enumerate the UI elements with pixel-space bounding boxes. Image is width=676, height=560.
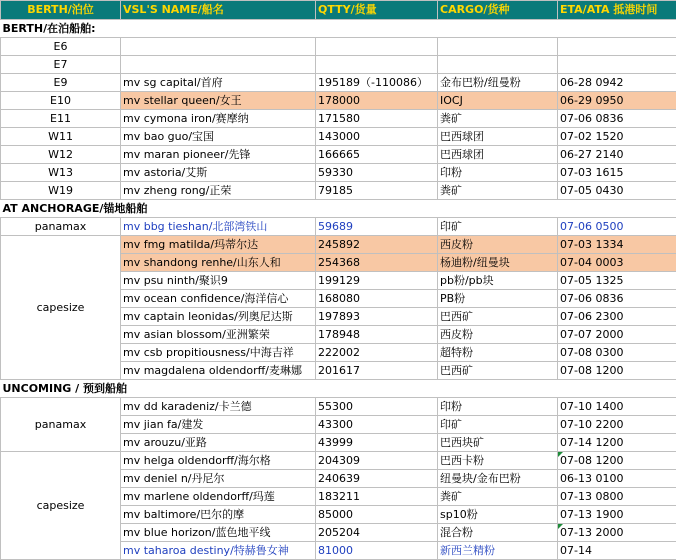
qtty-cell: 43300 — [316, 416, 438, 434]
vessel-cell: mv dd karadeniz/卡兰德 — [121, 398, 316, 416]
cargo-cell: 金布巴粉/纽曼粉 — [438, 74, 558, 92]
vessel-cell: mv marlene oldendorff/玛莲 — [121, 488, 316, 506]
header-cargo: CARGO/货种 — [438, 1, 558, 20]
vessel-cell: mv asian blossom/亚洲繁荣 — [121, 326, 316, 344]
qtty-cell: 199129 — [316, 272, 438, 290]
vessel-cell: mv sg capital/首府 — [121, 74, 316, 92]
vessel-cell: mv shandong renhe/山东人和 — [121, 254, 316, 272]
cargo-cell: 巴西矿 — [438, 308, 558, 326]
table-row — [1, 56, 676, 74]
table-row — [1, 452, 676, 470]
vessel-cell: mv cymona iron/赛摩纳 — [121, 110, 316, 128]
cargo-cell: 粪矿 — [438, 182, 558, 200]
qtty-cell: 59689 — [316, 218, 438, 236]
qtty-cell — [316, 38, 438, 56]
group-label-panamax: panamax — [1, 218, 121, 236]
table-row — [1, 74, 676, 92]
qtty-cell: 195189（-110086） — [316, 74, 438, 92]
cargo-cell: pb粉/pb块 — [438, 272, 558, 290]
section-title-anchorage: AT ANCHORAGE/锚地船舶 — [1, 200, 676, 218]
cargo-cell: 印矿 — [438, 218, 558, 236]
section-title-berth: BERTH/在泊船舶: — [1, 20, 676, 38]
qtty-cell: 168080 — [316, 290, 438, 308]
qtty-cell: 55300 — [316, 398, 438, 416]
vessel-cell: mv bbg tieshan/北部湾铁山 — [121, 218, 316, 236]
section-title-incoming: UNCOMING / 预到船舶 — [1, 380, 676, 398]
vessel-cell: mv captain leonidas/列奥尼达斯 — [121, 308, 316, 326]
berth-cell: W19 — [1, 182, 121, 200]
table-row — [1, 164, 676, 182]
cargo-cell: 粪矿 — [438, 110, 558, 128]
eta-cell: 07-13 0800 — [558, 488, 676, 506]
vessel-cell: mv baltimore/巴尔的摩 — [121, 506, 316, 524]
section-anchorage — [1, 200, 676, 218]
cargo-cell: 新西兰精粉 — [438, 542, 558, 560]
qtty-cell: 240639 — [316, 470, 438, 488]
cargo-cell: PB粉 — [438, 290, 558, 308]
cargo-cell: 印粉 — [438, 164, 558, 182]
cargo-cell: 印矿 — [438, 416, 558, 434]
vessel-cell: mv ocean confidence/海洋信心 — [121, 290, 316, 308]
berth-cell: W12 — [1, 146, 121, 164]
cargo-cell: sp10粉 — [438, 506, 558, 524]
table-row — [1, 182, 676, 200]
cargo-cell — [438, 56, 558, 74]
vessel-cell: mv arouzu/亚路 — [121, 434, 316, 452]
qtty-cell: 79185 — [316, 182, 438, 200]
header-qtty: QTTY/货量 — [316, 1, 438, 20]
eta-cell: 07-13 2000 — [558, 524, 676, 542]
section-incoming — [1, 380, 676, 398]
eta-cell: 07-05 0430 — [558, 182, 676, 200]
eta-cell: 07-03 1334 — [558, 236, 676, 254]
cargo-cell: 混合粉 — [438, 524, 558, 542]
eta-cell: 06-27 2140 — [558, 146, 676, 164]
qtty-cell: 205204 — [316, 524, 438, 542]
qtty-cell: 85000 — [316, 506, 438, 524]
table-row — [1, 128, 676, 146]
eta-cell: 07-14 — [558, 542, 676, 560]
eta-cell: 07-06 0836 — [558, 110, 676, 128]
qtty-cell: 43999 — [316, 434, 438, 452]
berth-cell: E6 — [1, 38, 121, 56]
eta-cell: 07-08 1200 — [558, 362, 676, 380]
qtty-cell: 183211 — [316, 488, 438, 506]
qtty-cell: 222002 — [316, 344, 438, 362]
cargo-cell: 印粉 — [438, 398, 558, 416]
cargo-cell: IOCJ — [438, 92, 558, 110]
vessel-cell: mv jian fa/建发 — [121, 416, 316, 434]
eta-cell — [558, 38, 676, 56]
qtty-cell: 204309 — [316, 452, 438, 470]
eta-cell: 07-07 2000 — [558, 326, 676, 344]
eta-cell: 07-06 0500 — [558, 218, 676, 236]
vessel-cell: mv psu ninth/聚识9 — [121, 272, 316, 290]
group-label-panamax: panamax — [1, 398, 121, 452]
eta-cell: 07-06 0836 — [558, 290, 676, 308]
table-row-highlighted — [1, 92, 676, 110]
berth-cell: E10 — [1, 92, 121, 110]
qtty-cell: 81000 — [316, 542, 438, 560]
qtty-cell: 197893 — [316, 308, 438, 326]
cargo-cell: 巴西球团 — [438, 128, 558, 146]
eta-cell: 07-08 1200 — [558, 452, 676, 470]
vessel-cell: mv csb propitiousness/中海吉祥 — [121, 344, 316, 362]
vessel-cell: mv magdalena oldendorff/麦琳娜 — [121, 362, 316, 380]
cargo-cell: 粪矿 — [438, 488, 558, 506]
berth-cell: E11 — [1, 110, 121, 128]
eta-cell: 07-05 1325 — [558, 272, 676, 290]
header-row — [1, 1, 676, 20]
qtty-cell: 166665 — [316, 146, 438, 164]
table-row-highlighted — [1, 236, 676, 254]
eta-cell: 07-04 0003 — [558, 254, 676, 272]
cargo-cell: 巴西块矿 — [438, 434, 558, 452]
eta-cell: 06-28 0942 — [558, 74, 676, 92]
section-berth — [1, 20, 676, 38]
table-row — [1, 146, 676, 164]
vessel-cell: mv maran pioneer/先锋 — [121, 146, 316, 164]
group-label-capesize: capesize — [1, 236, 121, 380]
vessel-cell — [121, 38, 316, 56]
cargo-cell: 巴西球团 — [438, 146, 558, 164]
qtty-cell: 59330 — [316, 164, 438, 182]
vessel-cell: mv blue horizon/蓝色地平线 — [121, 524, 316, 542]
qtty-cell: 143000 — [316, 128, 438, 146]
qtty-cell: 171580 — [316, 110, 438, 128]
table-row — [1, 398, 676, 416]
vessel-cell: mv deniel n/丹尼尔 — [121, 470, 316, 488]
qtty-cell: 178000 — [316, 92, 438, 110]
cargo-cell — [438, 38, 558, 56]
vessel-cell: mv stellar queen/女王 — [121, 92, 316, 110]
table-row — [1, 38, 676, 56]
eta-cell: 07-03 1615 — [558, 164, 676, 182]
cargo-cell: 纽曼块/金布巴粉 — [438, 470, 558, 488]
eta-cell: 07-02 1520 — [558, 128, 676, 146]
berth-cell: W11 — [1, 128, 121, 146]
eta-cell: 07-14 1200 — [558, 434, 676, 452]
qtty-cell: 245892 — [316, 236, 438, 254]
eta-cell: 07-10 1400 — [558, 398, 676, 416]
qtty-cell: 201617 — [316, 362, 438, 380]
cargo-cell: 杨迪粉/纽曼块 — [438, 254, 558, 272]
header-eta: ETA/ATA 抵港时间 — [558, 1, 676, 20]
vessel-cell: mv fmg matilda/玛蒂尔达 — [121, 236, 316, 254]
table-row — [1, 110, 676, 128]
eta-cell: 06-13 0100 — [558, 470, 676, 488]
berth-cell: E9 — [1, 74, 121, 92]
vessel-cell — [121, 56, 316, 74]
cargo-cell: 西皮粉 — [438, 326, 558, 344]
eta-cell — [558, 56, 676, 74]
cargo-cell: 巴西卡粉 — [438, 452, 558, 470]
header-berth: BERTH/泊位 — [1, 1, 121, 20]
eta-cell: 06-29 0950 — [558, 92, 676, 110]
table-row — [1, 218, 676, 236]
berth-cell: W13 — [1, 164, 121, 182]
eta-cell: 07-13 1900 — [558, 506, 676, 524]
vessel-cell: mv taharoa destiny/特赫鲁女神 — [121, 542, 316, 560]
cargo-cell: 巴西矿 — [438, 362, 558, 380]
vessel-cell: mv astoria/艾斯 — [121, 164, 316, 182]
qtty-cell — [316, 56, 438, 74]
vessel-cell: mv zheng rong/正荣 — [121, 182, 316, 200]
header-vessel: VSL'S NAME/船名 — [121, 1, 316, 20]
qtty-cell: 178948 — [316, 326, 438, 344]
berth-cell: E7 — [1, 56, 121, 74]
cargo-cell: 西皮粉 — [438, 236, 558, 254]
cargo-cell: 超特粉 — [438, 344, 558, 362]
qtty-cell: 254368 — [316, 254, 438, 272]
eta-cell: 07-06 2300 — [558, 308, 676, 326]
eta-cell: 07-10 2200 — [558, 416, 676, 434]
group-label-capesize: capesize — [1, 452, 121, 560]
vessel-cell: mv bao guo/宝国 — [121, 128, 316, 146]
eta-cell: 07-08 0300 — [558, 344, 676, 362]
vessel-cell: mv helga oldendorff/海尔格 — [121, 452, 316, 470]
